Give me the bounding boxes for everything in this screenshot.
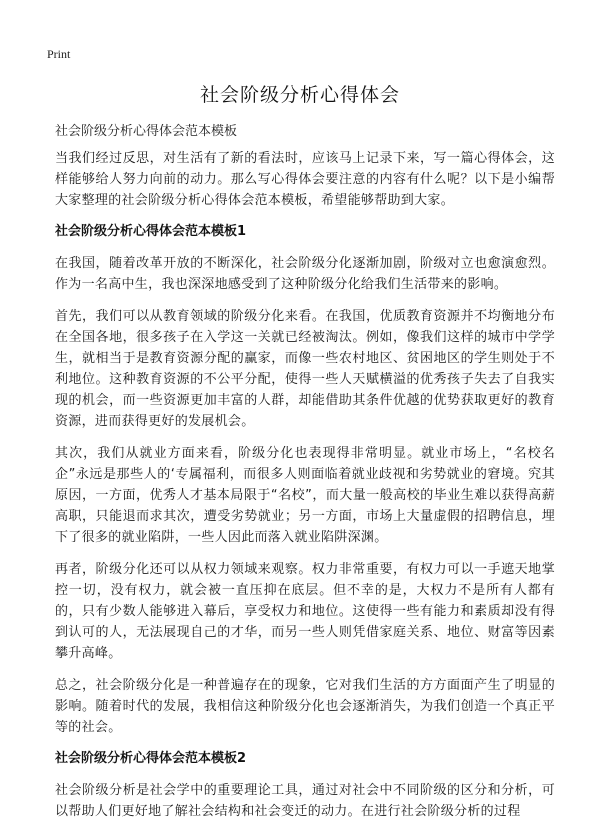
intro-paragraph: 当我们经过反思，对生活有了新的看法时，应该马上记录下来，写一篇心得体会，这样能够给人努力向前的动力。那么写心得体会要注意的内容有什么呢？以下是小编帮大家整理的社会阶级分析心得体会范本模板，希望能够帮助到大家。 [55,151,555,208]
section-heading-1: 社会阶级分析心得体会范本模板1 [55,224,247,239]
print-link[interactable]: Print [47,47,71,61]
body-paragraph: 社会阶级分析是社会学中的重要理论工具，通过对社会中不同阶级的区分和分析，可以帮助人们更好地了解社会结构和社会变迁的动力。在进行社会阶级分析的过程 [55,783,555,819]
section-heading-2: 社会阶级分析心得体会范本模板2 [55,751,247,766]
document-body [55,148,555,833]
body-paragraph: 再者，阶级分化还可以从权力领域来观察。权力非常重要，有权力可以一手遮天地掌控一切，没有权力，就会被一直压抑在底层。但不幸的是，大权力不是所有人都有的，只有少数人能够进入幕后，享受权力和地位。这使得一些有能力和素质却没有得到认可的人，无法展现自己的才华，而另一些人则凭借家庭关系、地位、财富等因素攀升高峰。 [55,562,555,661]
body-paragraph: 其次，我们从就业方面来看，阶级分化也表现得非常明显。就业市场上，“名校名企”永远是那些人的‘专属福利，而很多人则面临着就业歧视和劣势就业的窘境。究其原因，一方面，优秀人才基本局限于“名校”，而大量一般高校的毕业生难以获得高薪高职，只能退而求其次，遭受劣势就业；另一方面，市场上大量虚假的招聘信息，埋下了很多的就业陷阱，一些人因此而落入就业陷阱深渊。 [55,446,555,545]
body-paragraph: 首先，我们可以从教育领域的阶级分化来看。在我国，优质教育资源并不均衡地分布在全国各地，很多孩子在入学这一关就已经被淘汰。例如，像我们这样的城市中学学生，就相当于是教育资源分配的赢家，而像一些农村地区、贫困地区的学生则处于不利地位。这种教育资源的不公平分配，使得一些人天赋横溢的优秀孩子失去了自我实现的机会，而一些资源更加丰富的人群，却能借助其条件优越的优势获取更好的教育资源，进而获得更好的发展机会。 [55,309,555,429]
body-paragraph: 在我国，随着改革开放的不断深化，社会阶级分化逐渐加剧，阶级对立也愈演愈烈。作为一名高中生，我也深深地感受到了这种阶级分化给我们生活带来的影响。 [55,256,555,292]
page-title: 社会阶级分析心得体会 [199,84,400,106]
body-paragraph: 总之，社会阶级分化是一种普遍存在的现象，它对我们生活的方方面面产生了明显的影响。随着时代的发展，我相信这种阶级分化也会逐渐消失，为我们创造一个真正平等的社会。 [55,678,555,735]
document-subtitle: 社会阶级分析心得体会范本模板 [55,124,238,139]
